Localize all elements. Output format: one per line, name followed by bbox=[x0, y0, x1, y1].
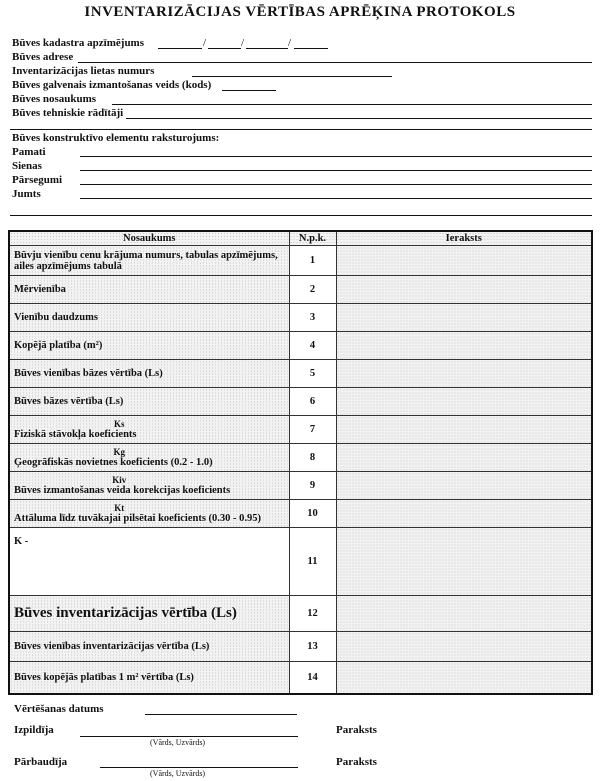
sienas-field[interactable] bbox=[80, 170, 592, 171]
kadastra-slash-1: / bbox=[203, 37, 207, 49]
row-entry[interactable] bbox=[336, 332, 592, 360]
divider bbox=[10, 215, 592, 216]
row-label-text: Būves izmantošanas veida korekcijas koeficients bbox=[14, 484, 231, 496]
row-entry[interactable] bbox=[336, 596, 592, 632]
table-row bbox=[9, 332, 592, 360]
row-label: Kopējā platība (m²) bbox=[9, 332, 289, 360]
row-entry[interactable] bbox=[336, 528, 592, 596]
row-label: Būves kopējās platības 1 m² vērtība (Ls) bbox=[9, 662, 289, 694]
kadastra-field-4[interactable] bbox=[294, 48, 328, 49]
divider bbox=[10, 129, 592, 130]
valuation-table bbox=[8, 230, 593, 695]
row-entry[interactable] bbox=[336, 360, 592, 388]
row-label bbox=[9, 500, 289, 528]
row-npk: 7 bbox=[289, 416, 336, 444]
row-npk: 4 bbox=[289, 332, 336, 360]
row-entry[interactable] bbox=[336, 662, 592, 694]
row-label: Būves vienības bāzes vērtība (Ls) bbox=[9, 360, 289, 388]
row-npk: 14 bbox=[289, 662, 336, 694]
kadastra-field-2[interactable] bbox=[208, 48, 241, 49]
row-npk: 10 bbox=[289, 500, 336, 528]
table-row bbox=[9, 500, 592, 528]
row-npk: 13 bbox=[289, 632, 336, 662]
table-row bbox=[9, 388, 592, 416]
row-label: Būves bāzes vērtība (Ls) bbox=[9, 388, 289, 416]
row-label: Vienību daudzums bbox=[9, 304, 289, 332]
kadastra-field-1[interactable] bbox=[158, 48, 202, 49]
table-row bbox=[9, 360, 592, 388]
table-row bbox=[9, 596, 592, 632]
row-entry[interactable] bbox=[336, 276, 592, 304]
row-npk: 1 bbox=[289, 246, 336, 276]
table-row bbox=[9, 276, 592, 304]
table-row bbox=[9, 416, 592, 444]
parsegumi-field[interactable] bbox=[80, 184, 592, 185]
raditaji-label: Būves tehniskie rādītāji bbox=[12, 107, 124, 119]
header-nosaukums: Nosaukums bbox=[9, 231, 289, 246]
row-npk: 9 bbox=[289, 472, 336, 500]
row-npk: 8 bbox=[289, 444, 336, 472]
row-label: K - bbox=[9, 528, 289, 596]
kadastra-slash-2: / bbox=[241, 37, 245, 49]
raditaji-field[interactable] bbox=[126, 118, 592, 119]
table-row bbox=[9, 632, 592, 662]
table-row bbox=[9, 304, 592, 332]
paraksts-label: Paraksts bbox=[336, 724, 377, 736]
kadastra-field-3[interactable] bbox=[246, 48, 288, 49]
row-entry[interactable] bbox=[336, 472, 592, 500]
table-row bbox=[9, 472, 592, 500]
k-symbol: Kg bbox=[113, 446, 125, 457]
izmantosanas-field[interactable] bbox=[222, 90, 276, 91]
row-entry[interactable] bbox=[336, 632, 592, 662]
lietas-field[interactable] bbox=[192, 76, 392, 77]
row-npk: 5 bbox=[289, 360, 336, 388]
row-entry[interactable] bbox=[336, 416, 592, 444]
k-symbol: Kiv bbox=[112, 474, 127, 485]
adrese-label: Būves adrese bbox=[12, 51, 74, 63]
parsegumi-label: Pārsegumi bbox=[12, 174, 63, 186]
row-npk: 2 bbox=[289, 276, 336, 304]
row-npk: 6 bbox=[289, 388, 336, 416]
vertesanas-label: Vērtēšanas datums bbox=[14, 703, 104, 715]
vards-caption: (Vārds, Uzvārds) bbox=[150, 738, 206, 747]
jumts-field[interactable] bbox=[80, 198, 592, 199]
kadastra-slash-3: / bbox=[288, 37, 292, 49]
konstruktivo-heading: Būves konstruktīvo elementu raksturojums: bbox=[12, 132, 220, 144]
izpildija-label: Izpildīja bbox=[14, 724, 54, 736]
page-title: INVENTARIZĀCIJAS VĒRTĪBAS APRĒĶINA PROTOKOLS bbox=[84, 4, 516, 20]
row-label bbox=[9, 416, 289, 444]
row-entry[interactable] bbox=[336, 246, 592, 276]
row-entry[interactable] bbox=[336, 444, 592, 472]
row-npk: 12 bbox=[289, 596, 336, 632]
table-row bbox=[9, 246, 592, 276]
adrese-field[interactable] bbox=[78, 62, 592, 63]
izmantosanas-label: Būves galvenais izmantošanas veids (kods) bbox=[12, 79, 212, 91]
row-entry[interactable] bbox=[336, 500, 592, 528]
izpildija-field[interactable] bbox=[80, 736, 298, 737]
nosaukums-field[interactable] bbox=[112, 104, 592, 105]
parbaudija-field[interactable] bbox=[100, 767, 298, 768]
table-row bbox=[9, 444, 592, 472]
vards-caption: (Vārds, Uzvārds) bbox=[150, 769, 206, 778]
jumts-label: Jumts bbox=[12, 188, 41, 200]
table-row bbox=[9, 528, 592, 596]
sienas-label: Sienas bbox=[12, 160, 42, 172]
parbaudija-label: Pārbaudīja bbox=[14, 756, 68, 768]
row-label bbox=[9, 444, 289, 472]
k-symbol: Ks bbox=[113, 418, 125, 429]
row-label: Būves vienības inventarizācijas vērtība (Ls) bbox=[9, 632, 289, 662]
row-label: Mērvienība bbox=[9, 276, 289, 304]
row-label: Būves inventarizācijas vērtība (Ls) bbox=[9, 596, 289, 632]
row-entry[interactable] bbox=[336, 388, 592, 416]
row-npk: 3 bbox=[289, 304, 336, 332]
lietas-label: Inventarizācijas lietas numurs bbox=[12, 65, 155, 77]
row-label-text: Fiziskā stāvokļa koeficients bbox=[14, 428, 137, 440]
row-label-text: Attāluma līdz tuvākajai pilsētai koeficients (0.30 - 0.95) bbox=[14, 512, 262, 524]
k-symbol: Kt bbox=[114, 502, 125, 513]
vertesanas-field[interactable] bbox=[145, 714, 297, 715]
row-label: Būvju vienību cenu krājuma numurs, tabulas apzīmējums, ailes apzīmējums tabulā bbox=[9, 246, 289, 276]
header-ieraksts: Ieraksts bbox=[336, 231, 592, 246]
pamati-label: Pamati bbox=[12, 146, 46, 158]
row-npk: 11 bbox=[289, 528, 336, 596]
pamati-field[interactable] bbox=[80, 156, 592, 157]
row-entry[interactable] bbox=[336, 304, 592, 332]
row-label-text: Ģeogrāfiskās novietnes koeficients (0.2 - 1.0) bbox=[14, 456, 213, 468]
nosaukums-label: Būves nosaukums bbox=[12, 93, 97, 105]
row-label bbox=[9, 472, 289, 500]
table-row bbox=[9, 662, 592, 694]
header-npk: N.p.k. bbox=[289, 231, 336, 246]
paraksts-label: Paraksts bbox=[336, 756, 377, 768]
kadastra-label: Būves kadastra apzīmējums bbox=[12, 37, 145, 49]
